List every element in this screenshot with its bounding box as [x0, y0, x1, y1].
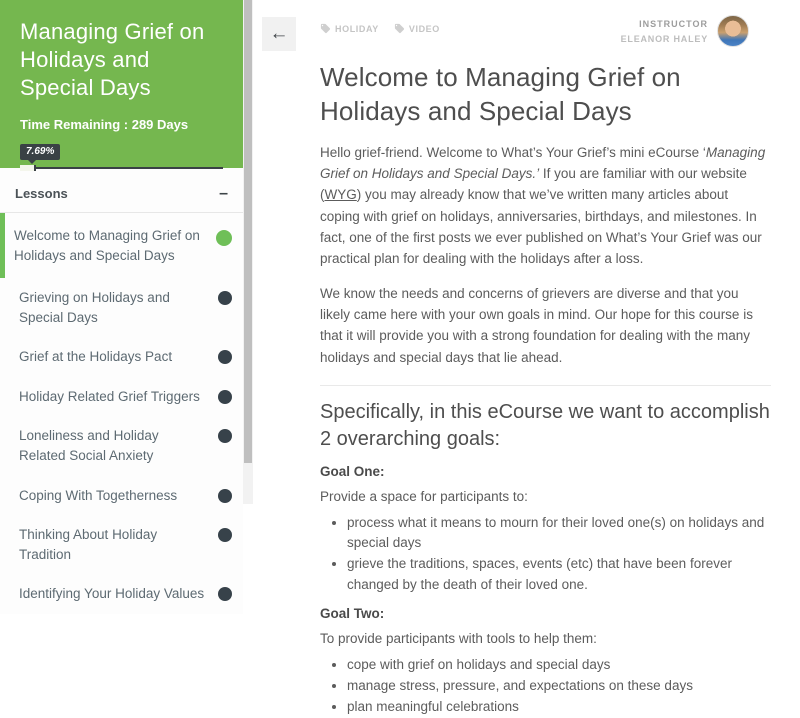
lesson-status-dot: [218, 291, 232, 305]
paragraph-text: If you are familiar with our website (: [320, 165, 747, 203]
section-divider: [320, 385, 771, 386]
goals-paragraph: We know the needs and concerns of grievers are diverse and that you likely came here with your own goals in mind. Our hope for this course is that it will provide you with a strong foundation for dealing with the many holidays and special days that lie ahead.: [320, 285, 753, 365]
course-progress: [20, 141, 223, 169]
lesson-list-item[interactable]: [0, 515, 243, 574]
lesson-list-item[interactable]: [0, 377, 243, 417]
lesson-tags: [320, 15, 440, 34]
goal-one-bullet: • grieve the traditions, spaces, events (etc) that have been forever changed by the death of their loved one.: [347, 554, 771, 595]
sidebar-scrollbar-thumb[interactable]: [244, 0, 252, 463]
course-sidebar: [0, 0, 243, 602]
lessons-header-label: Lessons: [15, 186, 68, 201]
lesson-title: Grief at the Holidays Pact: [19, 349, 173, 365]
tag-link[interactable]: [394, 23, 440, 34]
tag-icon: [320, 23, 331, 34]
instructor-label: INSTRUCTOR: [639, 18, 708, 29]
goal-two-bullet: • manage stress, pressure, and expectations on these days: [347, 676, 771, 696]
back-arrow-icon: ←: [269, 23, 289, 44]
lesson-status-dot: [218, 350, 232, 364]
instructor-avatar: [717, 15, 749, 47]
goal-one-list: [320, 513, 771, 595]
instructor-name: ELEANOR HALEY: [620, 33, 708, 44]
goal-two-bullet: • cope with grief on holidays and special days: [347, 655, 771, 675]
lessons-section-header: [0, 175, 243, 213]
tag-icon: [394, 23, 405, 34]
goal-two-list: [320, 655, 771, 718]
lesson-title: Coping With Togetherness: [19, 487, 178, 503]
lesson-meta-row: [320, 0, 771, 47]
lesson-status-dot: [218, 390, 232, 404]
lesson-list-item[interactable]: [0, 574, 243, 614]
goal-two-intro: To provide participants with tools to help them:: [320, 630, 597, 646]
lesson-status-dot: [218, 587, 232, 601]
progress-fill: [20, 165, 36, 171]
tag-label: HOLIDAY: [335, 23, 379, 34]
lesson-title: Welcome to Managing Grief on Holidays and Special Days: [14, 228, 200, 263]
time-remaining: Time Remaining : 289 Days: [20, 116, 189, 132]
paragraph-text: Hello grief-friend. Welcome to What’s Your Grief’s mini eCourse ‘: [320, 144, 706, 160]
goal-two-bullet: • plan meaningful celebrations: [347, 697, 771, 717]
lesson-status-dot: [218, 489, 232, 503]
lesson-title: Loneliness and Holiday Related Social Anxiety: [19, 428, 159, 463]
tag-label: VIDEO: [408, 23, 440, 34]
goal-one-intro: Provide a space for participants to:: [320, 488, 528, 504]
goal-two-label: Goal Two:: [320, 605, 385, 621]
lesson-list-item[interactable]: [0, 416, 243, 475]
lesson-list-item[interactable]: [0, 476, 243, 516]
goal-one-label: Goal One:: [320, 463, 385, 479]
lesson-title: Thinking About Holiday Tradition: [19, 527, 158, 562]
lesson-content-area: [253, 0, 800, 715]
lesson-title: Holiday Related Grief Triggers: [19, 388, 200, 404]
lesson-status-dot: [218, 429, 232, 443]
course-title: Managing Grief on Holidays and Special Days: [20, 19, 205, 100]
progress-tooltip: 7.69%: [20, 144, 60, 160]
tag-link[interactable]: [320, 23, 379, 34]
goals-section-heading: Specifically, in this eCourse we want to accomplish 2 overarching goals:: [320, 400, 770, 450]
sidebar-scrollbar[interactable]: [243, 0, 253, 504]
lesson-heading: Welcome to Managing Grief on Holidays and Special Days: [320, 62, 681, 127]
lesson-title: Grieving on Holidays and Special Days: [19, 290, 170, 325]
progress-bar: [20, 167, 223, 169]
collapse-lessons-icon[interactable]: –: [219, 184, 228, 202]
sidebar-header: [0, 0, 243, 168]
lesson-status-dot: [216, 230, 232, 246]
back-button[interactable]: [262, 17, 296, 51]
instructor-block: [621, 15, 749, 47]
lesson-list-item[interactable]: [0, 337, 243, 377]
paragraph-text: ) you may already know that we’ve written many articles about coping with grief on holidays, anniversaries, birthdays, and milestones. In fact, one of the first posts we ever published on What’s Your Grief was our practical plan for dealing with the holidays after a loss.: [320, 187, 762, 267]
course-name-italic: Managing Grief on Holidays and Special Days.’: [320, 144, 766, 181]
goal-one-bullet: • process what it means to mourn for their loved one(s) on holidays and special days: [347, 513, 771, 554]
wyg-link[interactable]: WYG: [324, 187, 357, 203]
lesson-title: Identifying Your Holiday Values: [19, 586, 205, 602]
lesson-status-dot: [218, 528, 232, 542]
intro-paragraph: [320, 142, 771, 270]
lesson-list: [0, 213, 243, 614]
lesson-list-item[interactable]: [0, 278, 243, 337]
lesson-list-item[interactable]: [0, 213, 243, 278]
